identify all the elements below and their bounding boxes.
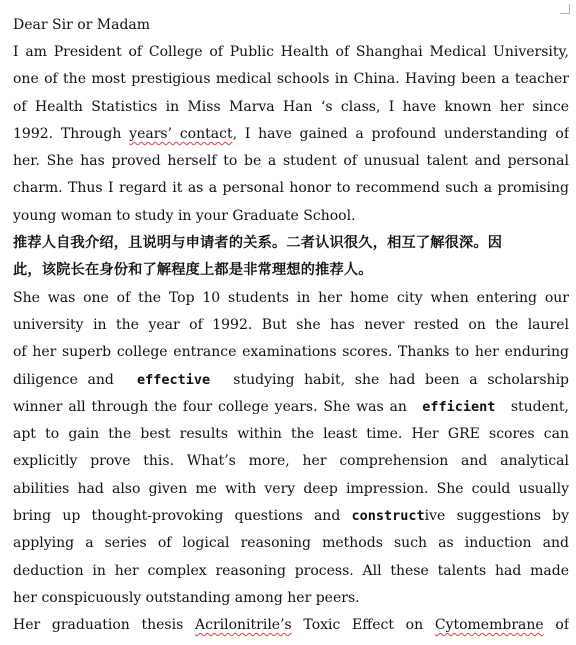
text-segment: studying habit, she had been a scholarship	[223, 371, 569, 388]
text-line: charm. Thus I regard it as a personal honor to recommend such a promising	[13, 180, 569, 197]
text-line: her. She has proved herself to be a student of unusual talent and personal	[13, 153, 569, 170]
text-line: applying a series of logical reasoning methods such as induction and	[13, 535, 569, 552]
text-line	[13, 121, 569, 148]
spelling-error-underline[interactable]: Cytomembrane	[434, 617, 544, 634]
text-segment: Her graduation thesis	[13, 617, 195, 634]
text-line: deduction in her complex reasoning process. All these talents had made	[13, 562, 569, 579]
text-line: one of the most prestigious medical schools in China. Having been a teacher	[13, 71, 569, 88]
text-segment: of	[543, 617, 569, 634]
text-line: young woman to study in your Graduate School.	[13, 207, 356, 224]
text-line: apt to gain the best results within the least time. Her GRE scores can	[13, 426, 569, 443]
text-line: of her superb college entrance examinations scores. Thanks to her enduring	[13, 344, 569, 361]
text-line: I am President of College of Public Health of Shanghai Medical University,	[13, 44, 569, 60]
text-segment: Toxic Effect on	[291, 617, 435, 634]
text-line	[13, 394, 569, 421]
spelling-error-underline[interactable]: years’ contact	[129, 125, 233, 142]
text-segment: bring up thought-provoking questions and	[13, 508, 352, 525]
text-segment: winner all through the four college years. She was an	[13, 398, 413, 415]
text-segment: 1992. Through	[13, 125, 130, 142]
text-line: of Health Statistics in Miss Marva Han ‘s class, I have known her since	[13, 98, 569, 115]
text-line	[13, 367, 569, 394]
text-segment: student,	[504, 398, 569, 415]
text-line: university in the year of 1992. But she has never rested on the laurel	[13, 316, 569, 333]
commentary-line: 推荐人自我介绍，且说明与申请者的关系。二者认识很久，相互了解很深。因	[13, 235, 503, 252]
chinese-commentary	[13, 230, 569, 285]
bold-keyword: construct	[351, 508, 425, 525]
spelling-error-underline[interactable]: Acrilonitrile’s	[195, 617, 292, 634]
commentary-line: 此，该院长在身份和了解程度上都是非常理想的推荐人。	[13, 262, 373, 279]
bold-keyword: effective	[123, 371, 224, 388]
recommendation-letter[interactable]	[13, 12, 569, 640]
text-segment: diligence and	[13, 371, 124, 388]
text-segment: , I have gained a profound understanding of	[232, 125, 569, 142]
text-line	[13, 612, 569, 639]
text-segment: ive suggestions by	[424, 508, 569, 525]
text-line: explicitly prove this. What’s more, her comprehension and analytical	[13, 453, 569, 470]
text-line	[13, 503, 569, 530]
bold-keyword: efficient	[412, 398, 505, 415]
paragraph-achievements	[13, 285, 569, 640]
letter-greeting: Dear Sir or Madam	[13, 17, 151, 33]
text-line: abilities had also given me with very deep impression. She could usually	[13, 480, 569, 497]
paragraph-introduction	[13, 39, 569, 230]
text-line: She was one of the Top 10 students in her home city when entering our	[13, 289, 569, 306]
text-line: her conspicuously outstanding among her peers.	[13, 589, 360, 606]
